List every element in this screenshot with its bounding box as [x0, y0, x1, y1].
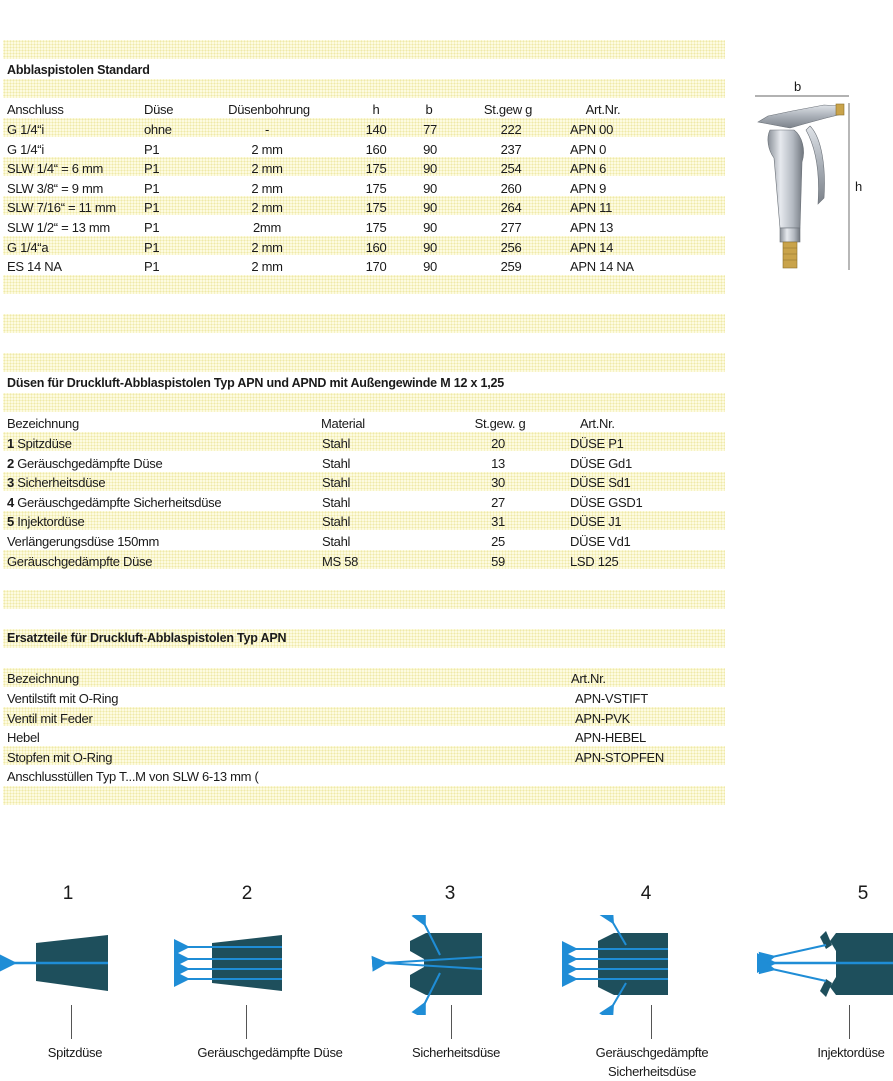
- cell-bezeichnung: Stopfen mit O-Ring: [7, 749, 113, 765]
- header-anschluss: Anschluss: [7, 102, 64, 117]
- diagram-tick-5: [849, 1005, 850, 1039]
- header-stgew2: St.gew. g: [474, 416, 526, 431]
- cell-artnr: DÜSE P1: [570, 436, 624, 451]
- cell-stgew: 277: [500, 220, 522, 235]
- cell-duese: P1: [144, 259, 160, 275]
- cell-stgew: 222: [500, 122, 522, 137]
- cell-artnr: APN-VSTIFT: [575, 691, 648, 706]
- cell-artnr: DÜSE Sd1: [570, 475, 631, 491]
- cell-artnr: APN-PVK: [575, 710, 630, 726]
- cell-duese: P1: [144, 141, 160, 157]
- cell-duesenbohrung: 2 mm: [251, 259, 283, 275]
- cell-h: 160: [365, 239, 387, 255]
- cell-bezeichnung: [7, 514, 84, 529]
- header-material: Material: [321, 416, 365, 431]
- diagram-number-1: 1: [62, 883, 74, 904]
- diagram-number-5: 5: [857, 883, 869, 904]
- cell-duese: P1: [144, 161, 160, 177]
- cell-b: 90: [423, 220, 437, 235]
- cell-artnr: LSD 125: [570, 553, 619, 569]
- header-duese: Düse: [144, 102, 174, 117]
- cell-duesenbohrung: -: [264, 122, 270, 137]
- cell-duese: P1: [144, 239, 160, 255]
- cell-artnr: APN 6: [570, 161, 607, 177]
- nozzle-3-sicherheitsduese: [384, 923, 482, 1005]
- header-b: b: [425, 102, 433, 117]
- cell-h: 175: [365, 220, 387, 235]
- photo-label-h: h: [855, 179, 862, 194]
- cell-bezeichnung: Ventilstift mit O-Ring: [7, 691, 119, 706]
- diagram-number-3: 3: [444, 883, 456, 904]
- cell-b: 90: [423, 161, 437, 177]
- cell-duesenbohrung: 2 mm: [251, 200, 283, 216]
- item-name: Injektordüse: [17, 514, 85, 530]
- diagram-label-2: Geräuschgedämpfte Düse: [197, 1045, 343, 1060]
- cell-stgew: 259: [500, 259, 522, 275]
- cell-anschluss: G 1/4“i: [7, 122, 44, 137]
- cell-material: MS 58: [322, 553, 359, 569]
- cell-duesenbohrung: 2 mm: [251, 161, 283, 177]
- cell-bezeichnung: [7, 495, 221, 510]
- cell-artnr: DÜSE J1: [570, 514, 622, 530]
- item-number: 3: [7, 475, 14, 491]
- cell-duesenbohrung: 2 mm: [251, 180, 283, 196]
- cell-stgew: 31: [491, 514, 505, 530]
- cell-stgew: 264: [500, 200, 522, 216]
- cell-b: 77: [423, 122, 437, 137]
- cell-b: 90: [423, 180, 437, 196]
- nozzle-5-injektorduese: [772, 931, 893, 997]
- cell-bezeichnung: [7, 456, 162, 471]
- header-bezeichnung: Bezeichnung: [7, 416, 79, 431]
- cell-bezeichnung: Ventil mit Feder: [7, 710, 93, 726]
- nozzle-1-spitzduese: [12, 935, 108, 991]
- cell-h: 160: [365, 141, 387, 157]
- cell-stgew: 59: [491, 553, 505, 569]
- cell-stgew: 260: [500, 180, 522, 196]
- cell-artnr: APN 14: [570, 239, 614, 255]
- nozzle-diagrams: [0, 915, 893, 1015]
- cell-stgew: 254: [500, 161, 522, 177]
- item-name: Spitzdüse: [17, 436, 72, 451]
- header-bezeichnung3: Bezeichnung: [7, 671, 79, 686]
- cell-bezeichnung: [7, 554, 152, 569]
- cell-bezeichnung: [7, 436, 72, 451]
- cell-bezeichnung: Hebel: [7, 730, 40, 746]
- header-h: h: [372, 102, 380, 117]
- cell-artnr: APN 11: [570, 200, 613, 216]
- cell-h: 175: [365, 200, 387, 216]
- cell-bezeichnung: [7, 475, 105, 490]
- cell-material: Stahl: [322, 534, 351, 549]
- diagram-tick-4: [651, 1005, 652, 1039]
- cell-material: Stahl: [322, 436, 351, 451]
- cell-artnr: APN 14 NA: [570, 259, 634, 275]
- cell-artnr: DÜSE Vd1: [570, 534, 631, 549]
- cell-duese: P1: [144, 200, 160, 216]
- diagram-label-5: Injektordüse: [817, 1045, 885, 1060]
- header-duesenbohrung: Düsenbohrung: [228, 102, 310, 117]
- item-number: 4: [7, 494, 14, 510]
- cell-h: 170: [365, 259, 387, 275]
- cell-bezeichnung: [7, 534, 159, 549]
- cell-artnr: DÜSE GSD1: [570, 494, 643, 510]
- cell-anschluss: G 1/4“a: [7, 239, 49, 255]
- diagram-tick-1: [71, 1005, 72, 1039]
- cell-artnr: APN 0: [570, 141, 607, 157]
- nozzle-2-geraeuschgedaempft: [186, 935, 282, 991]
- item-name: Verlängerungsdüse 150mm: [7, 534, 160, 549]
- cell-stgew: 13: [491, 455, 505, 471]
- item-number: 1: [7, 436, 14, 451]
- cell-anschluss: SLW 7/16“ = 11 mm: [7, 200, 116, 216]
- cell-artnr: APN-HEBEL: [575, 730, 646, 746]
- cell-artnr: APN 9: [570, 180, 607, 196]
- cell-b: 90: [423, 141, 437, 157]
- cell-artnr: APN 13: [570, 220, 614, 235]
- diagram-tick-2: [246, 1005, 247, 1039]
- cell-duesenbohrung: 2 mm: [251, 239, 283, 255]
- cell-stgew: 27: [491, 494, 505, 510]
- header-artnr: Art.Nr.: [585, 102, 621, 117]
- cell-h: 140: [365, 122, 387, 137]
- blow-gun-photo: [752, 78, 852, 273]
- item-number: 2: [7, 455, 14, 471]
- cell-material: Stahl: [322, 494, 351, 510]
- cell-duese: P1: [144, 180, 160, 196]
- item-name: Geräuschgedämpfte Düse: [17, 455, 163, 471]
- cell-duesenbohrung: 2mm: [253, 220, 281, 235]
- cell-h: 175: [365, 180, 387, 196]
- diagram-number-2: 2: [241, 883, 253, 904]
- cell-stgew: 20: [491, 436, 505, 451]
- section2-title: Düsen für Druckluft-Abblaspistolen Typ APN und APND mit Außengewinde M 12 x 1,25: [7, 376, 505, 390]
- diagram-label-1: Spitzdüse: [47, 1045, 103, 1060]
- nozzle-4-geraeuschgedaempft-sicherheit: [574, 921, 668, 1007]
- cell-stgew: 25: [491, 534, 505, 549]
- cell-duese: ohne: [144, 122, 172, 137]
- cell-anschluss: ES 14 NA: [7, 259, 62, 275]
- cell-artnr: APN 00: [570, 122, 614, 137]
- section3-title: Ersatzteile für Druckluft-Abblaspistolen Typ APN: [7, 631, 287, 645]
- cell-b: 90: [423, 239, 437, 255]
- cell-anschluss: G 1/4“i: [7, 141, 44, 157]
- cell-anschluss: SLW 1/4“ = 6 mm: [7, 161, 104, 177]
- cell-b: 90: [423, 200, 437, 216]
- diagram-number-4: 4: [640, 883, 652, 904]
- cell-duesenbohrung: 2 mm: [251, 141, 283, 157]
- item-name: Geräuschgedämpfte Düse: [7, 553, 153, 569]
- item-number: 5: [7, 514, 14, 530]
- cell-stgew: 256: [500, 239, 522, 255]
- item-name: Geräuschgedämpfte Sicherheitsdüse: [17, 494, 222, 510]
- cell-artnr: DÜSE Gd1: [570, 455, 632, 471]
- cell-stgew: 30: [491, 475, 505, 491]
- header-stgew: St.gew g: [483, 102, 533, 117]
- cell-material: Stahl: [322, 514, 351, 530]
- cell-anschluss: SLW 3/8“ = 9 mm: [7, 180, 104, 196]
- cell-bezeichnung: Anschlusstüllen Typ T...M von SLW 6-13 mm (: [7, 769, 259, 785]
- item-name: Sicherheitsdüse: [17, 475, 106, 491]
- cell-h: 175: [365, 161, 387, 177]
- cell-material: Stahl: [322, 475, 351, 491]
- cell-stgew: 237: [500, 141, 522, 157]
- cell-b: 90: [423, 259, 437, 275]
- section1-title: Abblaspistolen Standard: [7, 63, 150, 77]
- header-artnr3: Art.Nr.: [571, 671, 606, 686]
- diagram-label-4: Geräuschgedämpfte Sicherheitsdüse: [595, 1045, 709, 1079]
- header-artnr2: Art.Nr.: [580, 416, 615, 431]
- diagram-label-3: Sicherheitsdüse: [412, 1045, 500, 1060]
- cell-artnr: APN-STOPFEN: [575, 749, 664, 765]
- diagram-tick-3: [451, 1005, 452, 1039]
- photo-label-b: b: [794, 79, 801, 94]
- cell-duese: P1: [144, 220, 160, 235]
- cell-material: Stahl: [322, 455, 351, 471]
- cell-anschluss: SLW 1/2“ = 13 mm: [7, 220, 110, 235]
